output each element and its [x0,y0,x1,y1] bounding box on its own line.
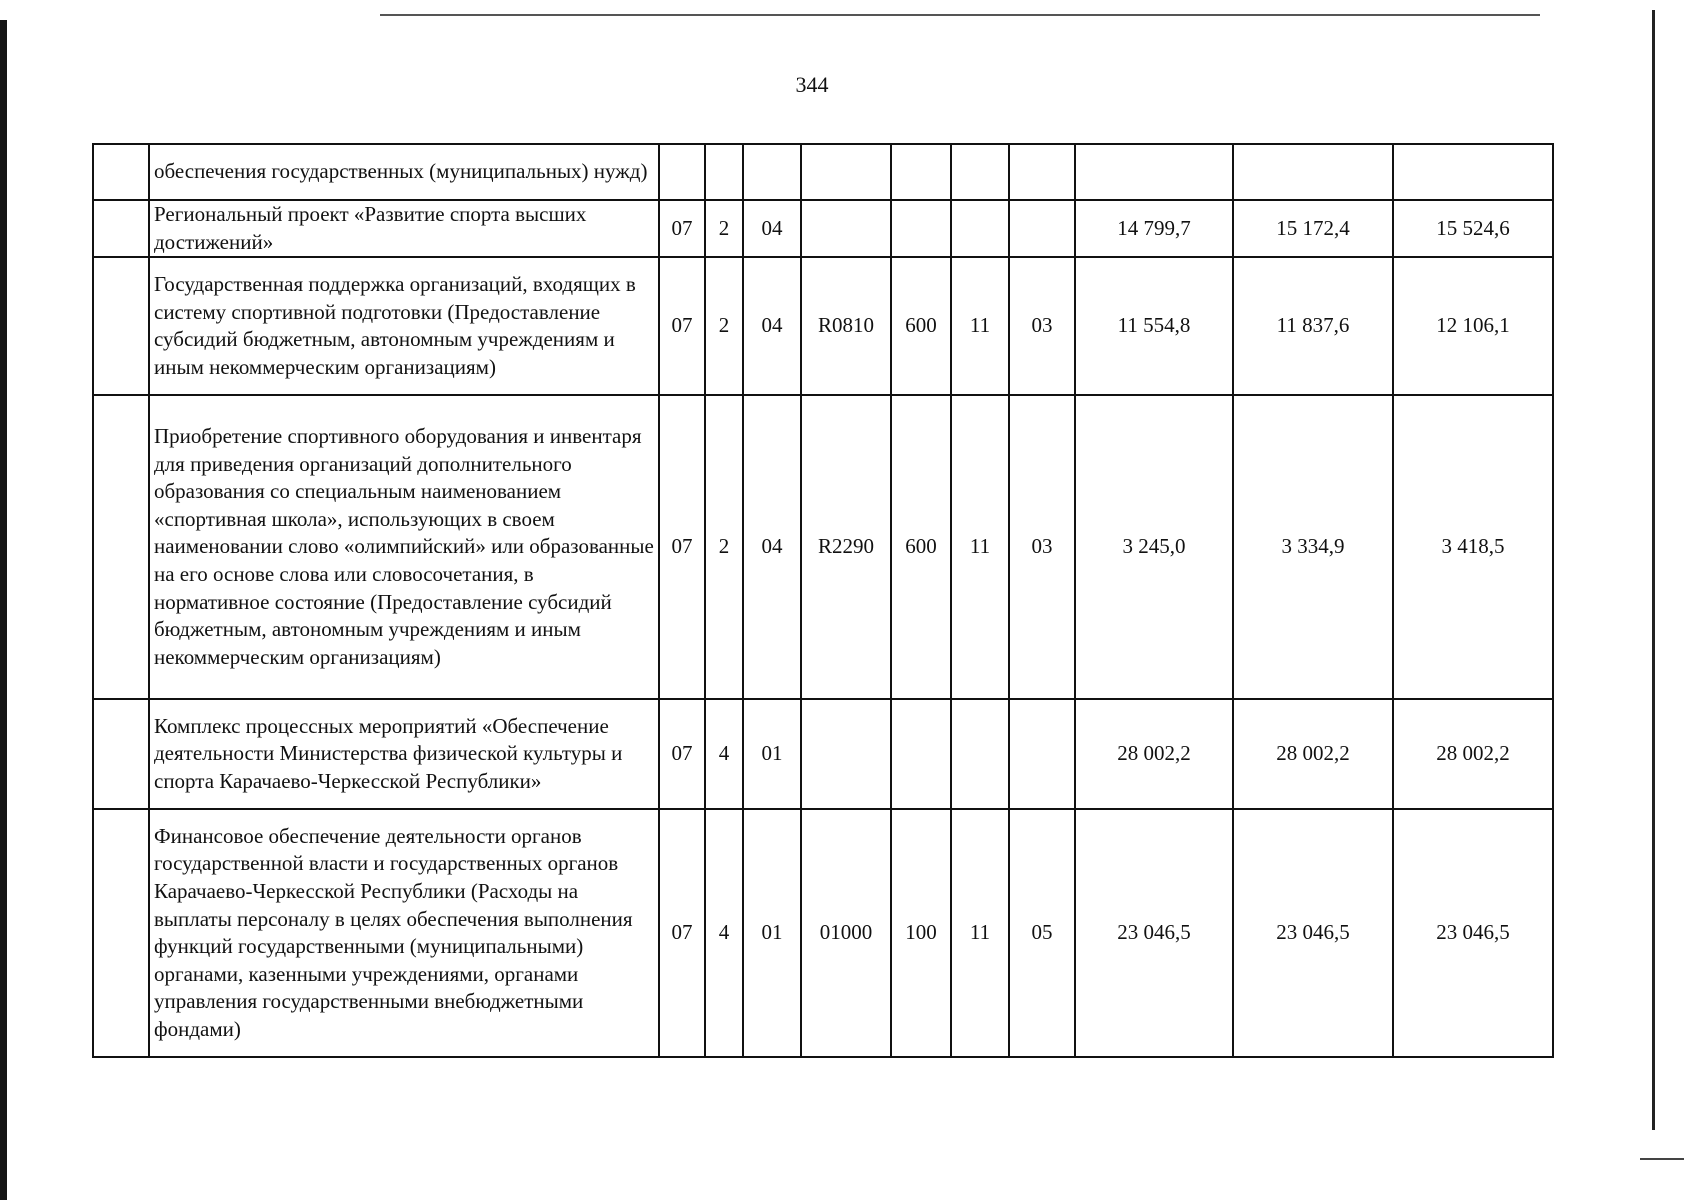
page-number: 344 [795,72,829,97]
row-index-cell [93,699,149,809]
top-rule [380,14,1540,16]
scan-edge-right [1652,10,1655,1130]
code-section: 07 [659,200,705,257]
code-section: 07 [659,809,705,1057]
amount-year-3 [1393,144,1553,200]
amount-year-2 [1233,144,1393,200]
scan-edge-left [0,20,7,1200]
code-subsection: 03 [1009,395,1075,699]
amount-year-1: 28 002,2 [1075,699,1233,809]
code-program: 2 [705,200,743,257]
row-name: Комплекс процессных мероприятий «Обеспечение деятельности Министерства физической культуры и спорта Карачаево-Черкесской Республики» [149,699,659,809]
code-subprogram [743,144,801,200]
table-row [93,200,1553,257]
code-program: 4 [705,809,743,1057]
code-subprogram: 01 [743,809,801,1057]
code-direction [801,144,891,200]
table-row [93,809,1553,1057]
code-direction: R2290 [801,395,891,699]
code-subprogram: 01 [743,699,801,809]
code-section [659,144,705,200]
code-subprogram: 04 [743,257,801,395]
code-subsection: 05 [1009,809,1075,1057]
row-name: Приобретение спортивного оборудования и инвентаря для приведения организаций дополнительного образования со специальным наименованием «спортивная школа», использующих в своем наименовании слово «олимпийский» или образованные на его основе слова или словосочетания, в нормативное состояние (Предоставление субсидий бюджетным, автономным учреждениям и иным некоммерческим организациям) [149,395,659,699]
table-row [93,144,1553,200]
amount-year-1: 23 046,5 [1075,809,1233,1057]
budget-table [92,143,1554,1058]
code-section: 07 [659,257,705,395]
amount-year-3: 28 002,2 [1393,699,1553,809]
amount-year-3: 15 524,6 [1393,200,1553,257]
code-expense-type [891,699,951,809]
code-chapter [951,144,1009,200]
code-direction: 01000 [801,809,891,1057]
table-row [93,257,1553,395]
code-program: 4 [705,699,743,809]
code-subsection [1009,144,1075,200]
row-name: Региональный проект «Развитие спорта высших достижений» [149,200,659,257]
row-index-cell [93,257,149,395]
row-index-cell [93,809,149,1057]
scan-edge-mark [1640,1158,1684,1160]
code-chapter: 11 [951,257,1009,395]
amount-year-1: 3 245,0 [1075,395,1233,699]
code-expense-type [891,200,951,257]
row-name: Финансовое обеспечение деятельности органов государственной власти и государственных органов Карачаево-Черкесской Республики (Расходы на выплаты персоналу в целях обеспечения выполнения функций государственными (муниципальными) органами, казенными учреждениями, органами управления государственными внебюджетными фондами) [149,809,659,1057]
code-subprogram: 04 [743,395,801,699]
amount-year-3: 3 418,5 [1393,395,1553,699]
row-name: Государственная поддержка организаций, входящих в систему спортивной подготовки (Предоставление субсидий бюджетным, автономным учреждениям и иным некоммерческим организациям) [149,257,659,395]
amount-year-3: 23 046,5 [1393,809,1553,1057]
amount-year-2: 28 002,2 [1233,699,1393,809]
code-subsection: 03 [1009,257,1075,395]
code-subsection [1009,699,1075,809]
code-program: 2 [705,395,743,699]
code-section: 07 [659,699,705,809]
row-index-cell [93,395,149,699]
row-name: обеспечения государственных (муниципальных) нужд) [149,144,659,200]
code-expense-type: 100 [891,809,951,1057]
amount-year-1: 14 799,7 [1075,200,1233,257]
amount-year-1 [1075,144,1233,200]
code-expense-type: 600 [891,395,951,699]
row-index-cell [93,144,149,200]
code-chapter [951,200,1009,257]
code-direction [801,699,891,809]
code-expense-type: 600 [891,257,951,395]
amount-year-2: 23 046,5 [1233,809,1393,1057]
amount-year-3: 12 106,1 [1393,257,1553,395]
code-expense-type [891,144,951,200]
amount-year-1: 11 554,8 [1075,257,1233,395]
amount-year-2: 15 172,4 [1233,200,1393,257]
code-section: 07 [659,395,705,699]
code-chapter: 11 [951,395,1009,699]
amount-year-2: 3 334,9 [1233,395,1393,699]
code-subsection [1009,200,1075,257]
amount-year-2: 11 837,6 [1233,257,1393,395]
code-program: 2 [705,257,743,395]
code-chapter: 11 [951,809,1009,1057]
table-row [93,395,1553,699]
code-program [705,144,743,200]
code-direction [801,200,891,257]
table-row [93,699,1553,809]
code-chapter [951,699,1009,809]
code-direction: R0810 [801,257,891,395]
row-index-cell [93,200,149,257]
code-subprogram: 04 [743,200,801,257]
